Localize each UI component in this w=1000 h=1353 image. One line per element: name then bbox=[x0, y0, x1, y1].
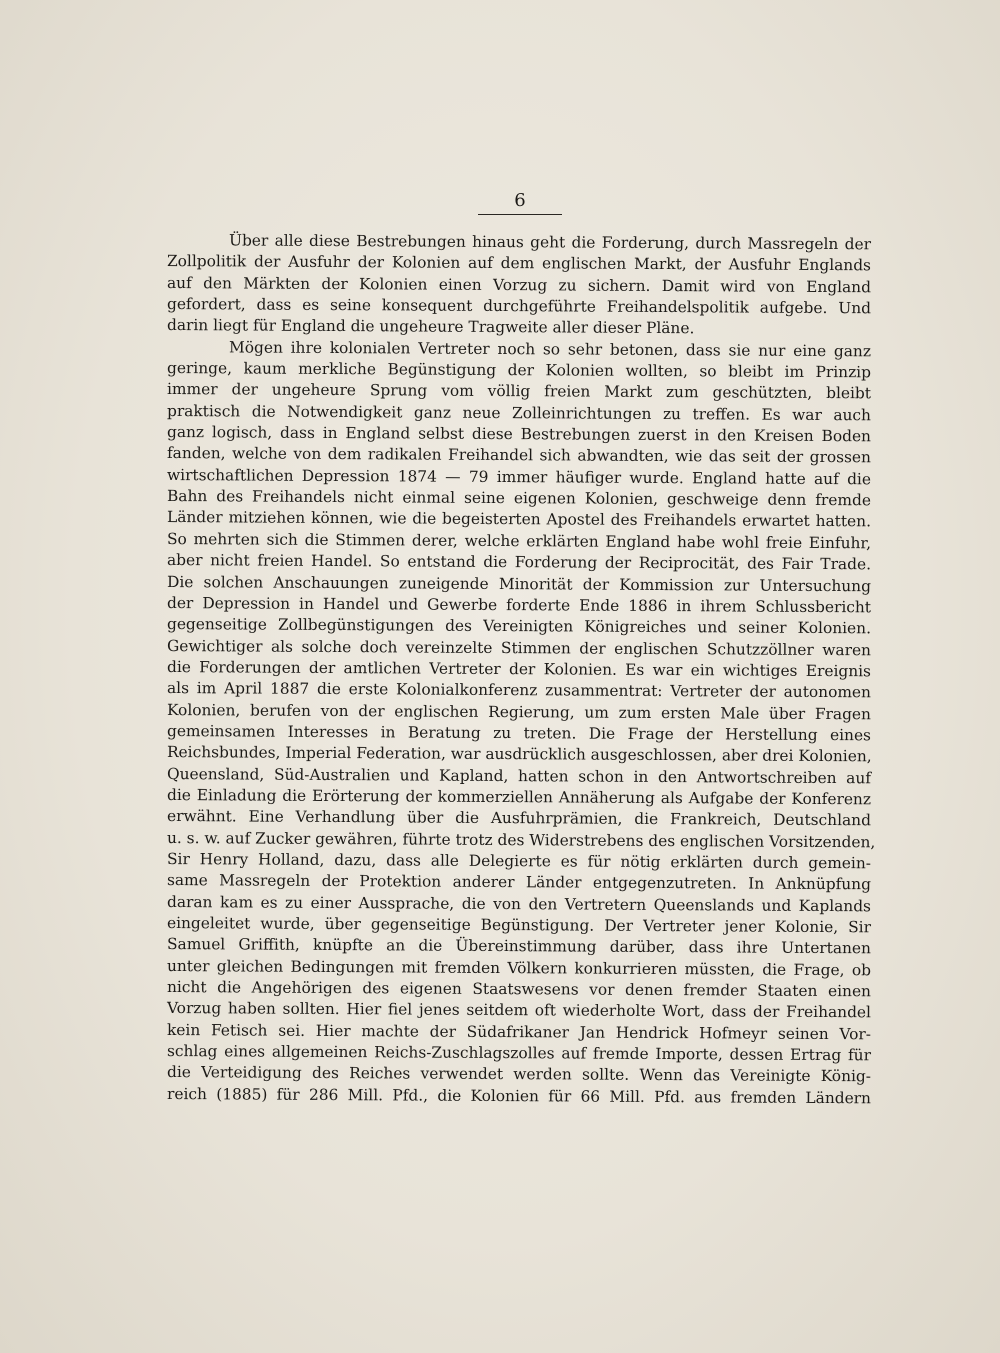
text-line: nicht die Angehörigen des eigenen Staatswesens vor denen fremder Staaten einen bbox=[166, 978, 872, 1001]
text-line: Zollpolitik der Ausfuhr der Kolonien auf dem englischen Markt, der Ausfuhr Englands bbox=[166, 252, 872, 275]
text-line: Kolonien, berufen von der englischen Regierung, um zum ersten Male über Fragen bbox=[166, 700, 872, 723]
text-line: die Einladung die Erörterung der kommerziellen Annäherung als Aufgabe der Konferenz bbox=[166, 785, 872, 809]
text-line: daran kam es zu einer Aussprache, die von den Vertretern Queenslands und Kaplands bbox=[166, 892, 872, 915]
text-line: schlag eines allgemeinen Reichs-Zuschlagszolles auf fremde Importe, dessen Ertrag für bbox=[166, 1042, 872, 1065]
text-line: Länder mitziehen können, wie die begeisterten Apostel des Freihandels erwartet hatten. bbox=[166, 508, 872, 531]
text-line: die Forderungen der amtlichen Vertreter der Kolonien. Es war ein wichtiges Ereignis bbox=[166, 657, 872, 681]
body-text bbox=[166, 230, 876, 1108]
text-line: darin liegt für England die ungeheure Tragweite aller dieser Pläne. bbox=[166, 316, 695, 338]
text-line: Queensland, Süd-Australien und Kapland, hatten schon in den Antwortschreiben auf bbox=[166, 764, 872, 787]
text-line: same Massregeln der Protektion anderer Länder entgegenzutreten. In Anknüpfung bbox=[166, 871, 872, 894]
text-line: gefordert, dass es seine konsequent durchgeführte Freihandelspolitik aufgebe. Und bbox=[166, 295, 872, 318]
text-line: So mehrten sich die Stimmen derer, welche erklärten England habe wohl freie Einfuhr, bbox=[166, 529, 872, 553]
text-line: als im April 1887 die erste Kolonialkonferenz zusammentrat: Vertreter der autonomen bbox=[166, 679, 872, 702]
text-line: praktisch die Notwendigkeit ganz neue Zolleinrichtungen zu treffen. Es war auch bbox=[166, 401, 872, 425]
text-line: Sir Henry Holland, dazu, dass alle Delegierte es für nötig erklärten durch gemein- bbox=[166, 849, 872, 873]
text-line: die Verteidigung des Reiches verwendet werden sollte. Wenn das Vereinigte König- bbox=[166, 1063, 872, 1086]
text-line: eingeleitet wurde, über gegenseitige Begünstigung. Der Vertreter jener Kolonie, Sir bbox=[166, 914, 872, 937]
text-line: reich (1885) für 286 Mill. Pfd., die Kolonien für 66 Mill. Pfd. aus fremden Ländern bbox=[166, 1084, 872, 1108]
text-line: fanden, welche von dem radikalen Freihandel sich abwandten, wie das seit der grossen bbox=[166, 444, 872, 467]
page-number: 6 bbox=[514, 190, 526, 211]
text-line: immer der ungeheure Sprung vom völlig freien Markt zum geschützten, bleibt bbox=[166, 380, 872, 403]
text-line: Reichsbundes, Imperial Federation, war ausdrücklich ausgeschlossen, aber drei Kolonien, bbox=[166, 743, 872, 766]
text-line: gemeinsamen Interesses in Beratung zu treten. Die Frage der Herstellung eines bbox=[166, 721, 872, 745]
text-line: Mögen ihre kolonialen Vertreter noch so sehr betonen, dass sie nur eine ganz bbox=[228, 338, 872, 361]
text-line: aber nicht freien Handel. So entstand die Forderung der Reciprocität, des Fair Trade. bbox=[166, 551, 872, 574]
text-line: ganz logisch, dass in England selbst diese Bestrebungen zuerst in den Kreisen Boden bbox=[166, 423, 872, 446]
text-line: Vorzug haben sollten. Hier fiel jenes seitdem oft wiederholte Wort, dass der Freihandel bbox=[166, 999, 872, 1022]
text-line: erwähnt. Eine Verhandlung über die Ausfuhrprämien, die Frankreich, Deutschland bbox=[166, 807, 872, 830]
text-line: Samuel Griffith, knüpfte an die Übereinstimmung darüber, dass ihre Untertanen bbox=[166, 935, 872, 958]
text-line: gegenseitige Zollbegünstigungen des Vereinigten Königreiches und seiner Kolonien. bbox=[166, 615, 872, 638]
text-line: auf den Märkten der Kolonien einen Vorzug zu sichern. Damit wird von England bbox=[166, 273, 872, 296]
text-line: geringe, kaum merkliche Begünstigung der Kolonien wollten, so bleibt im Prinzip bbox=[166, 359, 872, 382]
text-line: der Depression in Handel und Gewerbe forderte Ende 1886 in ihrem Schlussbericht bbox=[166, 593, 872, 617]
text-line: u. s. w. auf Zucker gewähren, führte trotz des Widerstrebens des englischen Vorsitzenden, bbox=[166, 828, 876, 851]
text-line: wirtschaftlichen Depression 1874 — 79 immer häufiger wurde. England hatte auf die bbox=[166, 465, 872, 489]
text-line: kein Fetisch sei. Hier machte der Südafrikaner Jan Hendrick Hofmeyr seinen Vor- bbox=[166, 1020, 872, 1044]
text-line: Über alle diese Bestrebungen hinaus geht die Forderung, durch Massregeln der bbox=[228, 231, 872, 254]
text-line: unter gleichen Bedingungen mit fremden Völkern konkurrieren müssten, die Frage, ob bbox=[166, 956, 872, 979]
page-number-rule bbox=[478, 214, 562, 215]
text-line: Die solchen Anschauungen zuneigende Minorität der Kommission zur Untersuchung bbox=[166, 572, 872, 595]
text-line: Gewichtiger als solche doch vereinzelte Stimmen der englischen Schutzzöllner waren bbox=[166, 636, 872, 659]
text-line: Bahn des Freihandels nicht einmal seine eigenen Kolonien, geschweige denn fremde bbox=[166, 487, 872, 510]
